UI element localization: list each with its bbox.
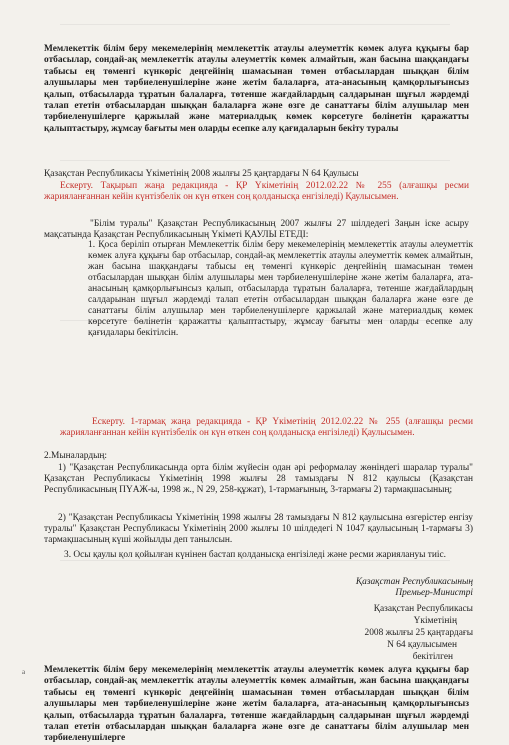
editorial-note-clause-1: Ескерту. 1-тармақ жаңа редакцияда - ҚР Үкіметінің 2012.02.22 № 255 (алғашқы ресми жарияланғаннан кейін күнтізбелік он күн өткен соң қолданысқа енгізіледі) Қаулысымен. bbox=[60, 417, 473, 438]
approval-line-5: бекітілген bbox=[412, 652, 453, 662]
document-title: Мемлекеттік білім беру мекемелерінің мемлекеттік атаулы әлеуметтік көмек алуға құқығы бар отбасылар, сондай-ақ мемлекеттік атаулы әлеуметтік көмек алмайтын, жан басына шаққандағы табысы ең төменгі күнкөріс деңгейінің шамасынан төмен отбасылардан шыққан білім алушылары мен тәрбиеленушілеріне және жетім балаларға, ата-анасының қамқорлығынсыз қалып, отбасыларда тұратын балаларға, төтенше жағдайлардың салдарынан шұғыл жәрдемді талап ететін отбасылардан шыққан балаларға және өзге де санаттағы білім алушылар мен тәрбиеленушілерге қаржылай және материалдық көмек көрсетуге бөлінетін қаражатты қалыптастыру, жұмсау бағыты мен оларды есепке алу қағидаларын бекіту туралы bbox=[44, 44, 469, 134]
clause-2-heading: 2.Мыналардың: bbox=[44, 451, 108, 461]
clause-2-sub-2: 2) "Қазақстан Республикасы Үкіметінің 1998 жылғы 28 тамыздағы N 812 қаулысына өзгерістер енгізу туралы" Қазақстан Республикасы Үкіметінің 2000 жылғы 10 шілдедегі N 1047 қаулысының 1-тармағы 3) тармақшасының күші жойылды деп танылсын. bbox=[44, 513, 473, 545]
signature-title: Премьер-Министрі bbox=[395, 588, 473, 598]
margin-mark: a bbox=[22, 668, 26, 676]
clause-2-sub-1: 1) "Қазақстан Республикасында орта білім жүйесін одан әрі реформалау жөніндегі шаралар туралы" Қазақстан Республикасы Үкіметінің 1998 жылғы 28 тамыздағы N 812 қаулысы (Қазақстан Республикасының ПҮАЖ-ы, 1998 ж., N 29, 258-құжат), 1-тармағының, 3-тармағы 2) тармақшасының; bbox=[44, 463, 473, 495]
signature-org: Қазақстан Республикасының bbox=[355, 577, 473, 587]
editorial-note-title: Ескерту. Тақырып жаңа редакцияда - ҚР Үкіметінің 2012.02.22 № 255 (алғашқы ресми жарияланғаннан кейін күнтізбелік он күн өткен соң қолданысқа енгізіледі) Қаулысымен. bbox=[44, 181, 469, 202]
approval-line-3: 2008 жылғы 25 қаңтардағы bbox=[364, 628, 473, 638]
rules-title: Мемлекеттік білім беру мекемелерінің мемлекеттік атаулы әлеуметтік көмек алуға құқығы бар отбасылар, сондай-ақ мемлекеттік атаулы әлеуметтік көмек алмайтын, жан басына шаққандағы табысы ең төменгі күнкөріс деңгейінің шамасынан төмен отбасылардан шыққан білім алушылары мен тәрбиеленушілеріне және жетім балаларға, ата-анасының қамқорлығынсыз қалып, отбасыларда тұратын балаларға, төтенше жағдайлардың салдарынан шұғыл жәрдемді талап ететін отбасылардан шыққан балаларға және өзге де санаттағы білім алушылар мен тәрбиеленушілерге bbox=[44, 665, 469, 744]
approval-line-4: N 64 қаулысымен bbox=[387, 640, 457, 650]
bleed-through-line bbox=[60, 24, 450, 25]
clause-1: 1. Қоса беріліп отырған Мемлекеттік білім беру мекемелерінің мемлекеттік атаулы әлеуметтік көмек алуға құқығы бар отбасылар, сондай-ақ мемлекеттік атаулы әлеуметтік көмек алмайтын, жан басына шаққандағы табысы ең төменгі күнкөріс деңгейінің шамасынан төмен отбасылардан шыққан білім алушылары мен тәрбиеленушілеріне және жетім балаларға, ата-анасының қамқорлығынсыз қалып, отбасыларда тұратын балаларға, төтенше жағдайлардың салдарынан шұғыл жәрдемді талап ететін отбасылардан шыққан балаларға және өзге де санаттағы білім алушылар мен тәрбиеленушілерге қаржылай және материалдық көмек көрсетуге бөлінетін қаражатты қалыптастыру, жұмсау бағыты мен оларды есепке алу қағидалары бекітілсін. bbox=[88, 240, 473, 338]
decree-reference: Қазақстан Республикасы Үкіметінің 2008 жылғы 25 қаңтардағы N 64 Қаулысы bbox=[44, 169, 359, 179]
clause-3: 3. Осы қаулы қол қойылған күнінен бастап қолданысқа енгізіледі және ресми жариялануы тиіс. bbox=[64, 550, 447, 560]
approval-line-2: Үкіметінің bbox=[413, 616, 457, 626]
bleed-through-line bbox=[60, 160, 450, 161]
preamble: "Білім туралы" Қазақстан Республикасының 2007 жылғы 27 шілдедегі Заңын іске асыру мақсатында Қазақстан Республикасының Үкіметі ҚАУЛЫ ЕТЕДІ: bbox=[44, 219, 469, 240]
approval-line-1: Қазақстан Республикасы bbox=[373, 604, 473, 614]
